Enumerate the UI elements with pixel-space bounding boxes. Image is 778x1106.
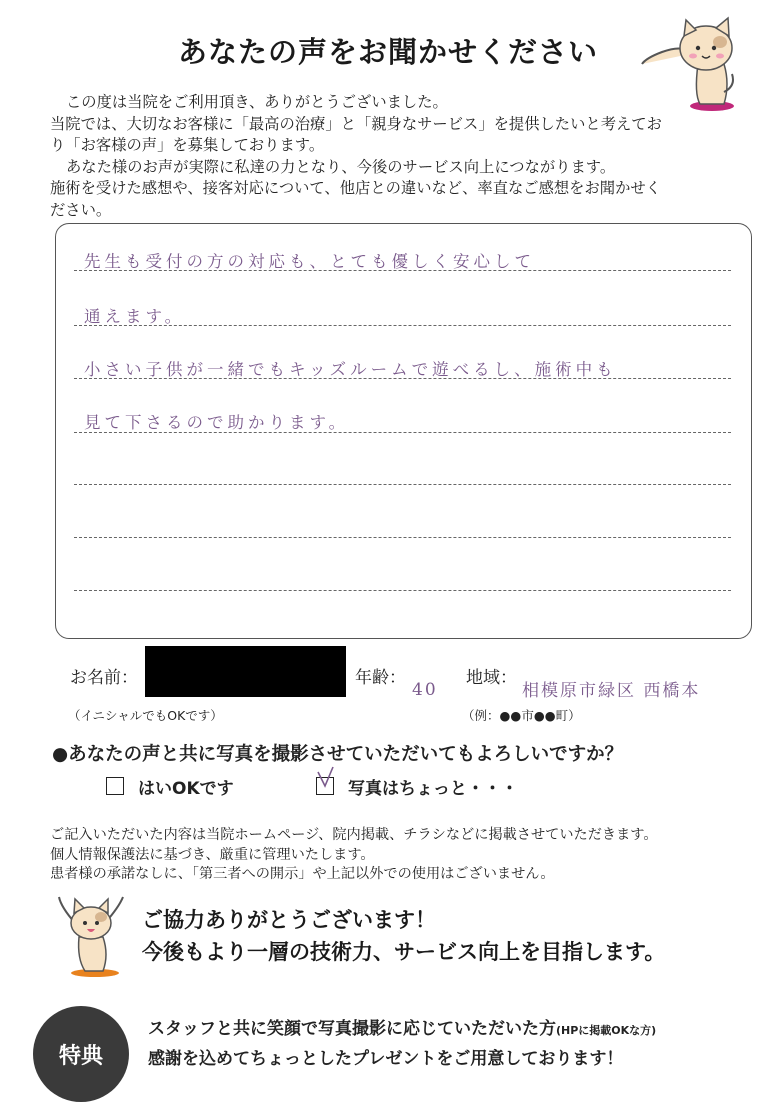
- handwritten-comment-line: 小さい子供が一緒でもキッズルームで遊べるし、施術中も: [84, 360, 617, 379]
- intro-line: ださい。: [50, 200, 112, 219]
- option-no-label: 写真はちょっと・・・: [348, 779, 518, 799]
- name-redaction: [145, 646, 346, 697]
- perk-badge: 特典: [33, 1006, 129, 1102]
- perk-text: [148, 1015, 656, 1073]
- age-value: 40: [412, 680, 438, 700]
- thanks-line: 今後もより一層の技術力、サービス向上を目指します。: [142, 940, 666, 964]
- ruled-line: [74, 537, 731, 538]
- thanks-line: ご協力ありがとうございます！: [142, 908, 436, 932]
- checkmark-icon: [315, 766, 337, 792]
- intro-line: 当院では、大切なお客様に「最高の治療」と「親身なサービス」を提供したいと考えてお: [50, 114, 662, 133]
- area-label: 地域：: [466, 668, 517, 688]
- name-note: （イニシャルでもOKです）: [68, 708, 223, 723]
- option-yes-label: はいOKです: [138, 779, 234, 799]
- area-value: 相模原市緑区 西橋本: [522, 681, 701, 701]
- perk-note: (HPに掲載OKな方): [556, 1024, 657, 1037]
- notice-line: 患者様の承諾なしに、「第三者への開示」や上記以外での使用はございません。: [50, 866, 555, 882]
- age-label: 年齢：: [355, 668, 406, 688]
- checkbox-yes[interactable]: [106, 777, 124, 795]
- handwritten-comment-line: 見て下さるので助かります。: [84, 413, 350, 432]
- intro-line: あなた様のお声が実際に私達の力となり、今後のサービス向上につながります。: [66, 157, 616, 176]
- intro-line: り「お客様の声」を募集しております。: [50, 136, 325, 154]
- privacy-notice: [50, 826, 658, 885]
- intro-line: 施術を受けた感想や、接客対応について、他店との違いなど、率直なご感想をお聞かせく: [50, 179, 661, 197]
- ruled-line: [74, 590, 731, 591]
- notice-line: 個人情報保護法に基づき、厳重に管理いたします。: [50, 846, 375, 863]
- checkbox-no[interactable]: [316, 777, 334, 795]
- handwritten-comment-line: 通えます。: [84, 307, 186, 326]
- photo-question: ●あなたの声と共に写真を撮影させていただいてもよろしいですか？: [52, 744, 624, 765]
- intro-line: この度は当院をご利用頂き、ありがとうございました。: [66, 93, 448, 111]
- notice-line: ご記入いただいた内容は当院ホームページ、院内掲載、チラシなどに掲載させていただきます。: [50, 827, 658, 843]
- name-label: お名前：: [70, 668, 138, 688]
- area-note: （例：●●市●●町）: [462, 708, 581, 723]
- intro-text: [50, 92, 750, 221]
- ruled-line: [74, 484, 731, 485]
- perk-line: 感謝を込めてちょっとしたプレゼントをご用意しております！: [148, 1049, 624, 1069]
- handwritten-comment-line: 先生も受付の方の対応も、とても優しく安心して: [84, 252, 535, 271]
- perk-line: スタッフと共に笑顔で写真撮影に応じていただいた方: [148, 1019, 556, 1039]
- cheering-cat-icon: [55, 893, 127, 979]
- comment-box[interactable]: [55, 223, 752, 639]
- page-title: あなたの声をお聞かせください: [178, 35, 599, 69]
- thanks-message: [142, 904, 665, 968]
